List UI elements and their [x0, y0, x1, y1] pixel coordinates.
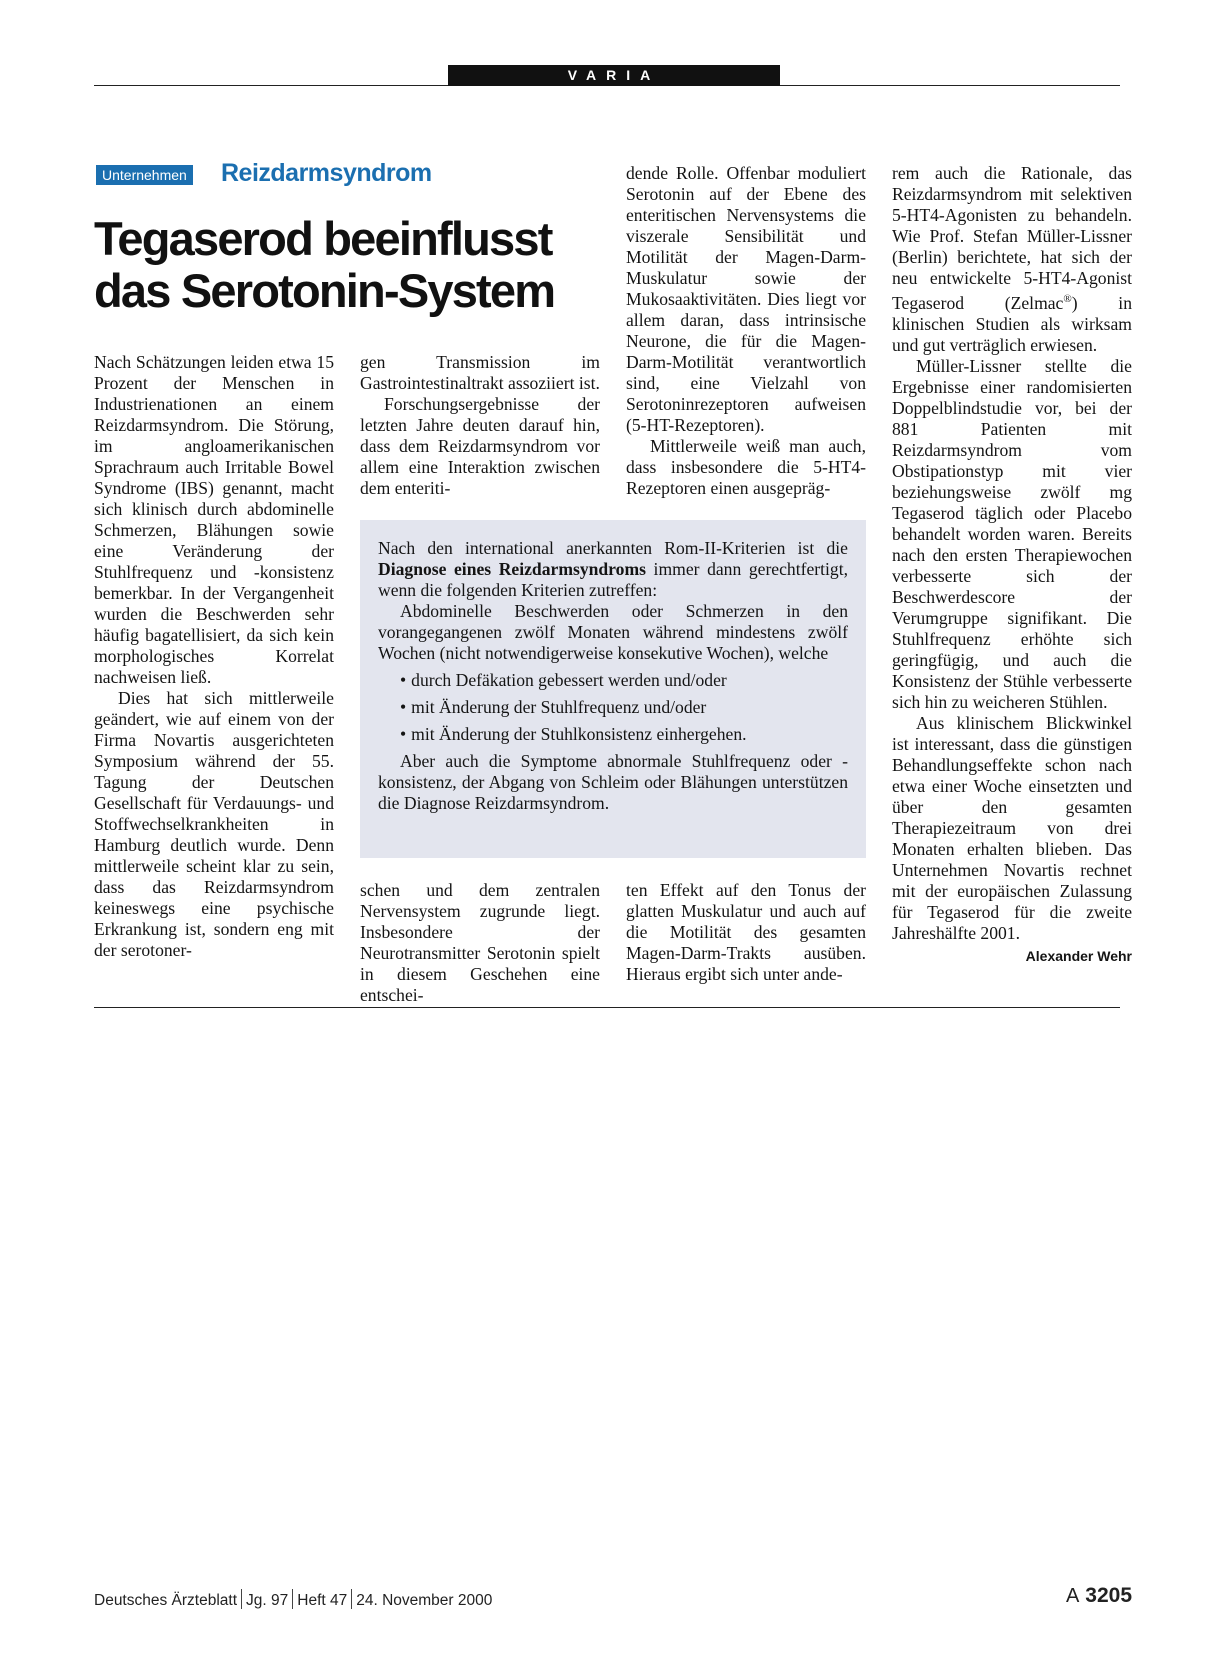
paragraph: Aus klinischem Blickwinkel ist interessant, dass die günstigen Behandlungseffekte schon nach etwa einer Woche einsetzten und über den gesamten Therapiezeitraum von drei Monaten erhalten blieben. Das Unternehmen Novartis rechnet mit der europäischen Zulassung für Tegaserod für die zweite Jahreshälfte 2001. Alexander Wehr: [892, 713, 1132, 944]
paragraph: Müller-Lissner stellte die Ergebnisse einer randomisierten Doppelblindstudie vor, bei der 881 Patienten mit Reizdarmsyndrom vom Obstipationstyp mit vier beziehungsweise zwölf mg Tegaserod täglich oder Placebo behandelt worden waren. Bereits nach den ersten Therapiewochen verbesserte sich der Beschwerdescore der Verumgruppe signifikant. Die Stuhlfrequenz erhöhte sich geringfügig, und auch die Konsistenz der Stühle verbesserte sich hin zu weicheren Stühlen.: [892, 355, 1132, 712]
column-1: [94, 352, 334, 961]
title-line-1: Tegaserod beeinflusst: [94, 212, 552, 265]
criteria-item: • durch Defäkation gebessert werden und/oder: [400, 670, 848, 691]
topic-heading: Reizdarmsyndrom: [221, 159, 432, 187]
category-badge: Unternehmen: [96, 165, 193, 185]
criteria-item: • mit Änderung der Stuhlkonsistenz einhergehen.: [400, 724, 848, 745]
column-2-top: [360, 352, 600, 499]
section-tab: VARIA: [448, 65, 780, 86]
title-line-2: das Serotonin-System: [94, 264, 555, 317]
column-2-bottom: [360, 880, 600, 1006]
paragraph: Forschungsergebnisse der letzten Jahre deuten darauf hin, dass dem Reizdarmsyndrom vor allem eine Interaktion zwischen dem enteriti-: [360, 394, 600, 498]
volume: Jg. 97: [246, 1592, 289, 1609]
column-4: [892, 163, 1132, 967]
infobox-intro: Nach den international anerkannten Rom-II-Kriterien ist die Diagnose eines Reizdarmsyndroms immer dann gerechtfertigt, wenn die folgenden Kriterien zutreffen:: [378, 538, 848, 600]
page-letter: A: [1065, 1585, 1080, 1607]
infobox-outro: Aber auch die Symptome abnormale Stuhlfrequenz oder -konsistenz, der Abgang von Schleim oder Blähungen unterstützen die Diagnose Reizdarmsyndrom.: [378, 751, 848, 813]
paragraph: rem auch die Rationale, das Reizdarmsyndrom mit selektiven 5-HT4-Agonisten zu behandeln. Wie Prof. Stefan Müller-Lissner (Berlin) berichtete, hat sich der neu entwickelte 5-HT4-Agonist Tegaserod (Zelmac®) in klinischen Studien als wirksam und gut verträglich erwiesen.: [892, 163, 1132, 355]
infobox-emphasis: Diagnose eines Reizdarmsyndroms: [378, 559, 646, 579]
article-title: [94, 213, 614, 317]
page-number: [1066, 1584, 1132, 1608]
article-end-rule: [94, 1007, 1120, 1008]
column-3-bottom: [626, 880, 866, 985]
page-number-value: 3205: [1085, 1584, 1132, 1607]
issue-date: 24. November 2000: [356, 1592, 493, 1609]
journal-name: Deutsches Ärzteblatt: [94, 1592, 238, 1609]
paragraph: schen und dem zentralen Nervensystem zugrunde liegt. Insbesondere der Neurotransmitter Serotonin spielt in diesem Geschehen eine entschei-: [360, 880, 600, 1005]
issue: Heft 47: [297, 1592, 348, 1609]
page-footer: [94, 1589, 492, 1610]
column-3-top: [626, 163, 866, 499]
paragraph: Nach Schätzungen leiden etwa 15 Prozent der Menschen in Industrienationen an einem Reizdarmsyndrom. Die Störung, im angloamerikanischen Sprachraum auch Irritable Bowel Syndrome (IBS) genannt, macht sich klinisch durch abdominelle Schmerzen, Blähungen sowie eine Veränderung der Stuhlfrequenz und -konsistenz bemerkbar. In der Vergangenheit wurden die Beschwerden sehr häufig bagatellisiert, da sich kein morphologisches Korrelat nachweisen ließ.: [94, 352, 334, 687]
registered-mark: ®: [1063, 293, 1072, 305]
author-name: Alexander Wehr: [1025, 947, 1132, 964]
infobox-criteria-intro: Abdominelle Beschwerden oder Schmerzen in den vorangegangenen zwölf Monaten während mindestens zwölf Wochen (nicht notwendigerweise konsekutive Wochen), welche: [378, 601, 848, 663]
criteria-list: [378, 670, 848, 745]
paragraph: Mittlerweile weiß man auch, dass insbesondere die 5-HT4-Rezeptoren einen ausgepräg-: [626, 436, 866, 498]
paragraph: gen Transmission im Gastrointestinaltrakt assoziiert ist.: [360, 352, 600, 393]
paragraph: dende Rolle. Offenbar moduliert Serotonin auf der Ebene des enteritischen Nervensystems die viszerale Sensibilität und Motilität der Magen-Darm-Muskulatur sowie der Mukosaaktivitäten. Dies liegt vor allem daran, dass intrinsische Neurone, die für die Magen-Darm-Motilität verantwortlich sind, eine Vielzahl von Serotoninrezeptoren aufweisen (5-HT-Rezeptoren).: [626, 163, 866, 435]
paragraph: ten Effekt auf den Tonus der glatten Muskulatur und auch auf die Motilität des gesamten Magen-Darm-Trakts ausüben. Hieraus ergibt sich unter ande-: [626, 880, 866, 984]
criteria-infobox: [360, 520, 866, 858]
criteria-item: • mit Änderung der Stuhlfrequenz und/oder: [400, 697, 848, 718]
paragraph: Dies hat sich mittlerweile geändert, wie auf einem von der Firma Novartis ausgerichteten Symposium während der 55. Tagung der Deutschen Gesellschaft für Verdauungs- und Stoffwechselkrankheiten in Hamburg deutlich wurde. Denn mittlerweile scheint klar zu sein, dass das Reizdarmsyndrom keineswegs eine psychische Erkrankung ist, sondern eng mit der serotoner-: [94, 688, 334, 960]
